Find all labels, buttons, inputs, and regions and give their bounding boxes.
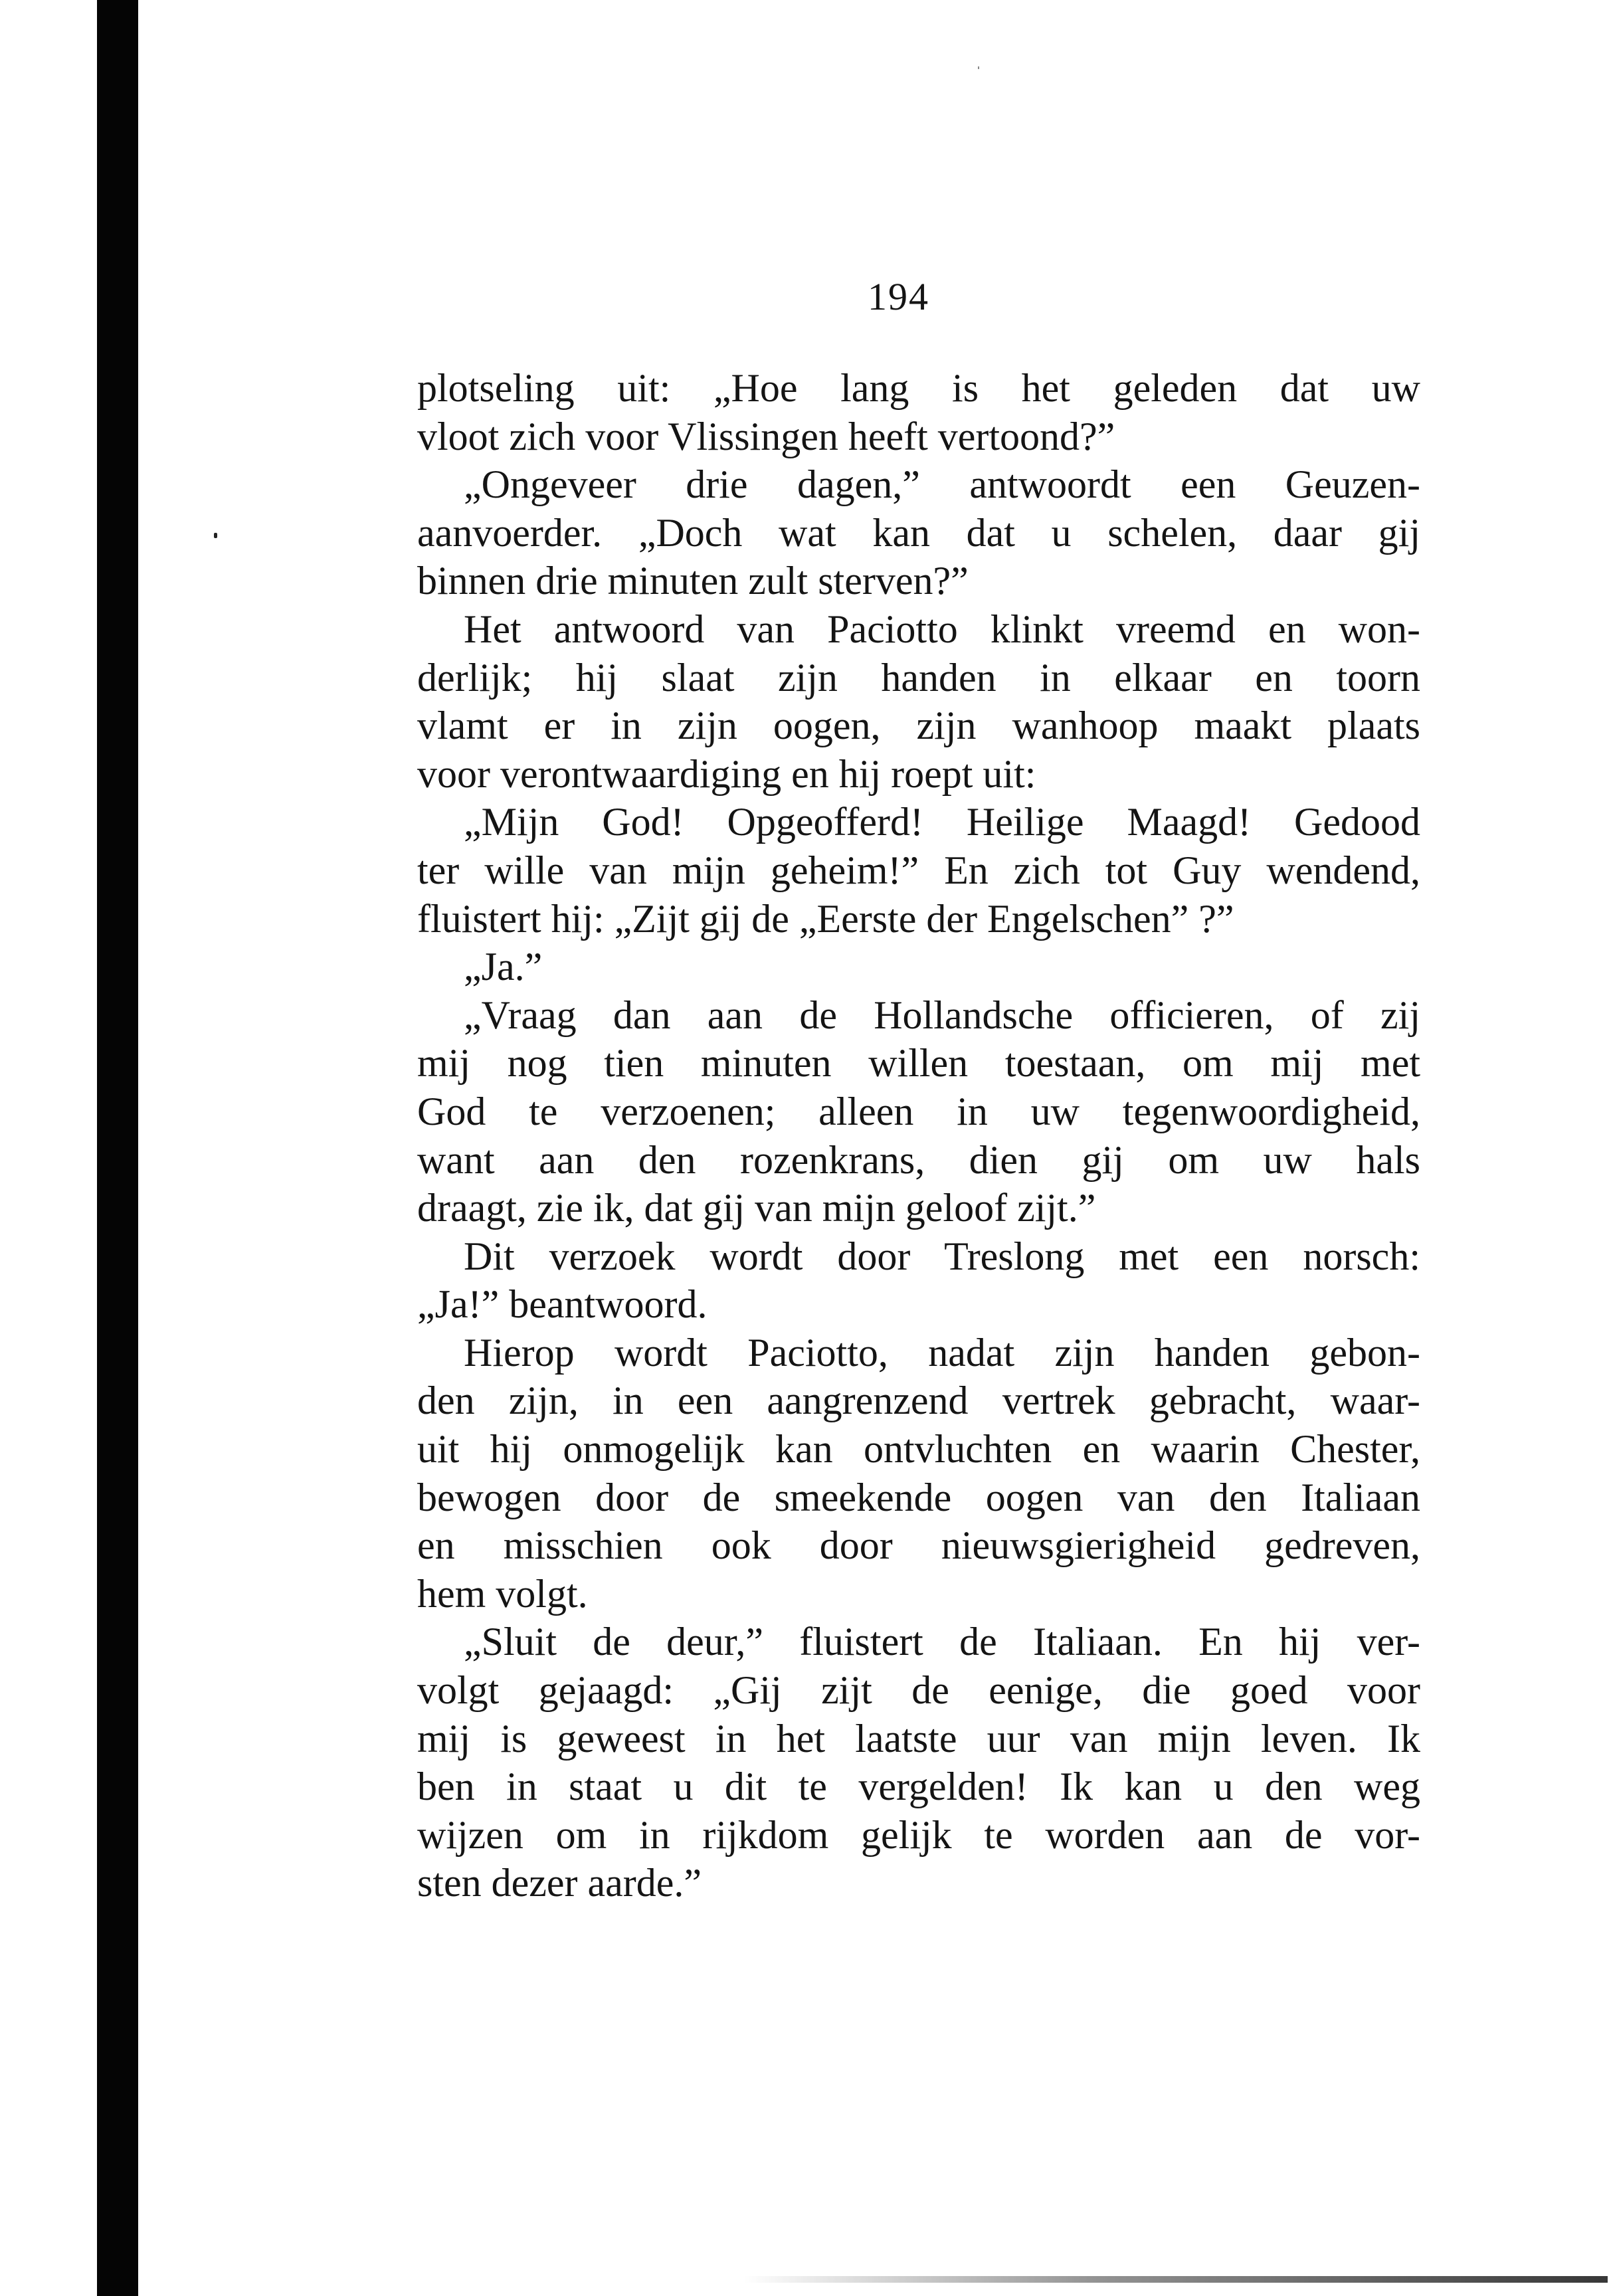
- text-line: want aan den rozenkrans, dien gij om uw hals: [417, 1137, 1420, 1182]
- text-line: „Vraag dan aan de Hollandsche officieren, of zij: [464, 993, 1420, 1037]
- text-line: sten dezer aarde.”: [417, 1861, 702, 1905]
- text-line: draagt, zie ik, dat gij van mijn geloof zijt.”: [417, 1186, 1096, 1230]
- text-line: „Sluit de deur,” fluistert de Italiaan. En hij ver-: [464, 1620, 1420, 1664]
- text-line: plotseling uit: „Hoe lang is het geleden dat uw: [417, 366, 1420, 410]
- scan-speck: [978, 66, 979, 69]
- text-line: mij nog tien minuten willen toestaan, om mij met: [417, 1041, 1420, 1086]
- text-line: uit hij onmogelijk kan ontvluchten en waarin Chester,: [417, 1427, 1420, 1472]
- text-line: den zijn, in een aangrenzend vertrek gebracht, waar-: [417, 1379, 1420, 1423]
- text-line: „Ja!” beantwoord.: [417, 1282, 708, 1327]
- text-line: Hierop wordt Paciotto, nadat zijn handen gebon-: [464, 1330, 1420, 1375]
- text-line: „Ja.”: [464, 945, 543, 989]
- text-line: vloot zich voor Vlissingen heeft vertoond?”: [417, 414, 1115, 458]
- text-line: hem volgt.: [417, 1571, 588, 1616]
- scan-mark: [214, 533, 217, 538]
- text-line: „Mijn God! Opgeofferd! Heilige Maagd! Gedood: [464, 800, 1420, 844]
- page-number: 194: [868, 275, 929, 318]
- scan-binding-edge: [97, 0, 138, 2296]
- text-line: voor verontwaardiging en hij roept uit:: [417, 751, 1036, 796]
- text-line: fluistert hij: „Zijt gij de „Eerste der Engelschen” ?”: [417, 896, 1234, 941]
- text-line: Het antwoord van Paciotto klinkt vreemd en won-: [464, 607, 1420, 651]
- text-line: en misschien ook door nieuwsgierigheid gedreven,: [417, 1523, 1420, 1568]
- text-line: ben in staat u dit te vergelden! Ik kan u den weg: [417, 1765, 1420, 1809]
- text-line: volgt gejaagd: „Gij zijt de eenige, die goed voor: [417, 1668, 1420, 1713]
- scan-bottom-smudge: [744, 2276, 1608, 2283]
- text-line: vlamt er in zijn oogen, zijn wanhoop maakt plaats: [417, 704, 1420, 748]
- text-line: aanvoerder. „Doch wat kan dat u schelen, daar gij: [417, 510, 1420, 555]
- text-line: bewogen door de smeekende oogen van den Italiaan: [417, 1475, 1420, 1519]
- text-line: mij is geweest in het laatste uur van mijn leven. Ik: [417, 1716, 1420, 1761]
- text-line: Dit verzoek wordt door Treslong met een norsch:: [464, 1234, 1420, 1278]
- body-text: [417, 364, 1420, 1907]
- text-line: wijzen om in rijkdom gelijk te worden aan de vor-: [417, 1812, 1420, 1857]
- text-line: binnen drie minuten zult sterven?”: [417, 559, 969, 603]
- text-line: „Ongeveer drie dagen,” antwoordt een Geuzen-: [464, 462, 1420, 507]
- text-line: derlijk; hij slaat zijn handen in elkaar en toorn: [417, 655, 1420, 700]
- text-line: ter wille van mijn geheim!” En zich tot Guy wendend,: [417, 848, 1420, 892]
- text-line: God te verzoenen; alleen in uw tegenwoordigheid,: [417, 1089, 1420, 1133]
